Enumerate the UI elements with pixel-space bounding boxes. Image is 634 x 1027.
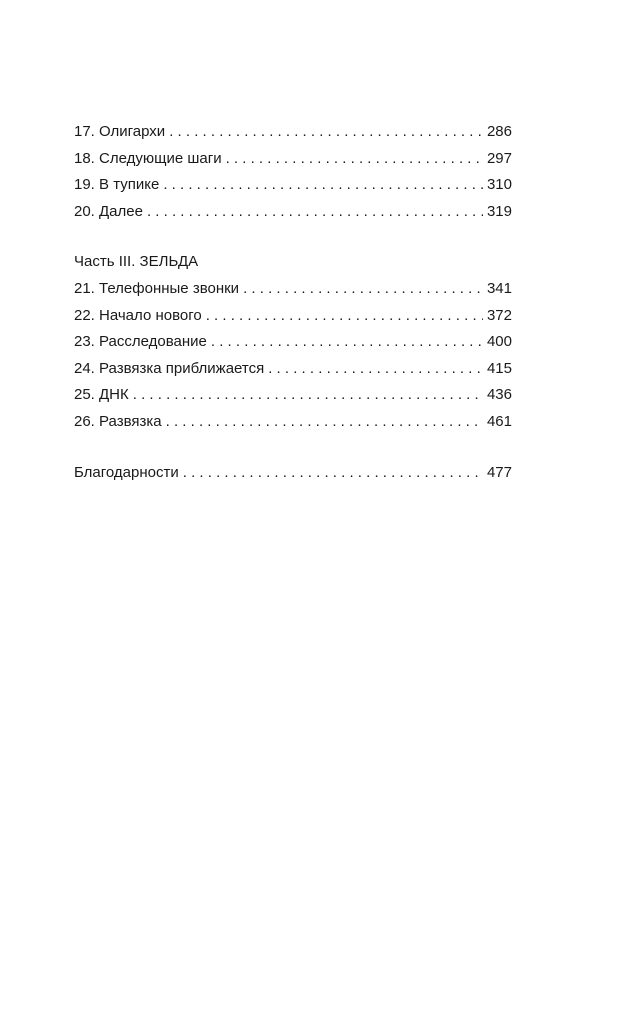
dot-leader xyxy=(268,356,483,383)
dot-leader xyxy=(147,199,483,226)
toc-entry xyxy=(74,356,512,383)
dot-leader xyxy=(183,460,483,487)
dot-leader xyxy=(226,146,483,173)
toc-entry xyxy=(74,146,512,173)
toc-entry-page: 461 xyxy=(486,412,512,430)
toc-entry xyxy=(74,460,512,487)
toc-entry-title: Благодарности xyxy=(74,463,179,481)
toc-entry xyxy=(74,382,512,409)
table-of-contents xyxy=(74,119,512,486)
dot-leader xyxy=(169,119,483,146)
toc-entry xyxy=(74,409,512,436)
toc-entry-title: 19. В тупике xyxy=(74,176,160,194)
toc-group-chapters-17-20 xyxy=(74,119,512,225)
toc-entry-title: 23. Расследование xyxy=(74,333,207,351)
dot-leader xyxy=(163,172,483,199)
toc-entry xyxy=(74,172,512,199)
toc-entry-page: 372 xyxy=(486,306,512,324)
toc-group-part-3 xyxy=(74,249,512,435)
dot-leader xyxy=(206,303,483,330)
toc-entry-page: 415 xyxy=(486,359,512,377)
toc-entry xyxy=(74,303,512,330)
toc-entry-page: 341 xyxy=(486,279,512,297)
dot-leader xyxy=(211,329,483,356)
toc-entry-page: 319 xyxy=(486,202,512,220)
toc-entry-title: 18. Следующие шаги xyxy=(74,149,222,167)
toc-entry xyxy=(74,276,512,303)
toc-entry-page: 436 xyxy=(486,386,512,404)
toc-entry-page: 297 xyxy=(486,149,512,167)
dot-leader xyxy=(243,276,483,303)
toc-entry-page: 286 xyxy=(486,123,512,140)
toc-entry-title: 24. Развязка приближается xyxy=(74,359,265,377)
toc-entry-title: 25. ДНК xyxy=(74,386,129,404)
toc-entry xyxy=(74,119,512,146)
toc-entry-page: 310 xyxy=(486,176,512,194)
toc-entry-page: 477 xyxy=(486,463,512,481)
toc-entry xyxy=(74,199,512,226)
toc-entry-title: 20. Далее xyxy=(74,202,143,220)
toc-entry-page: 400 xyxy=(486,333,512,351)
toc-entry-title: 17. Олигархи xyxy=(74,123,166,140)
toc-entry-title: 21. Телефонные звонки xyxy=(74,279,240,297)
dot-leader xyxy=(166,409,483,436)
toc-group-back-matter xyxy=(74,460,512,487)
dot-leader xyxy=(133,382,483,409)
toc-entry-title: 22. Начало нового xyxy=(74,306,202,324)
toc-entry xyxy=(74,329,512,356)
toc-entry-title: 26. Развязка xyxy=(74,412,162,430)
part-heading: Часть III. ЗЕЛЬДА xyxy=(74,253,199,271)
